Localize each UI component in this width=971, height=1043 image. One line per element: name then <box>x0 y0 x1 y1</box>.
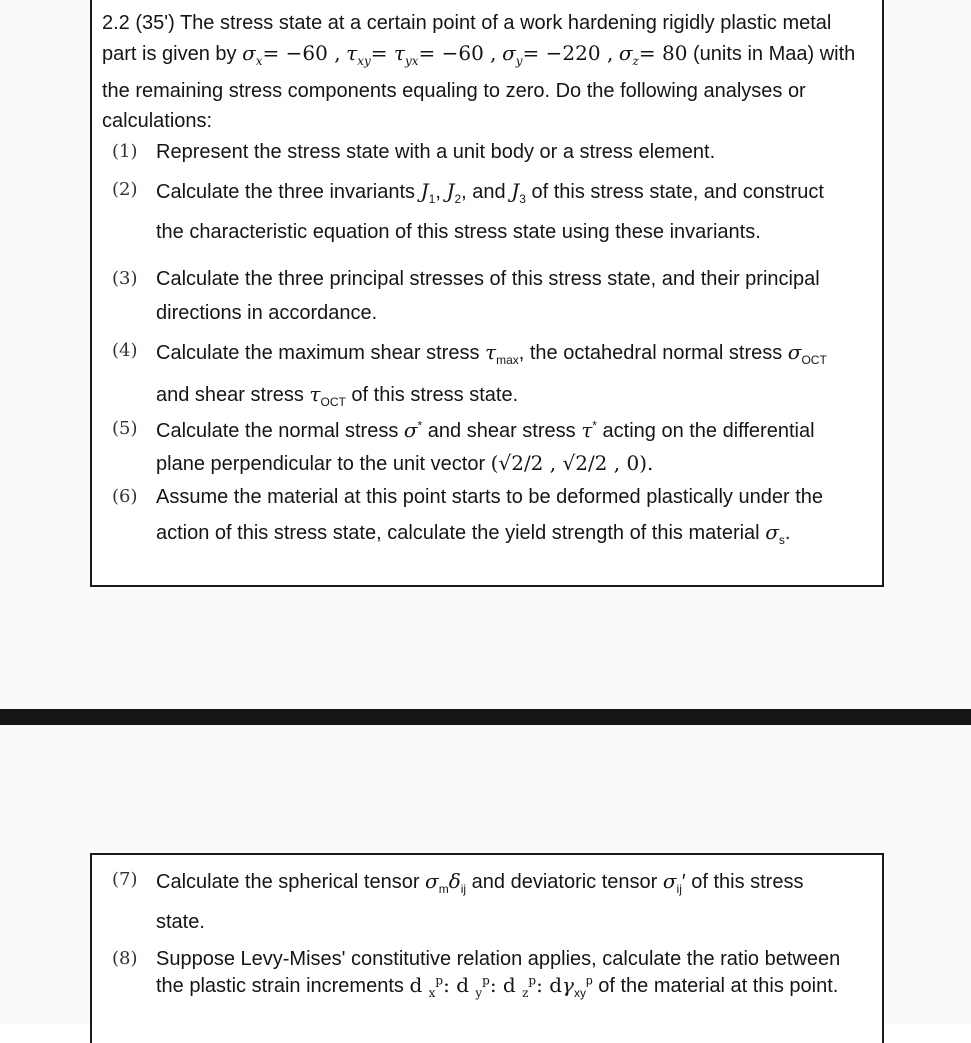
question-number: (8) <box>112 948 138 969</box>
question-number: (1) <box>112 141 138 162</box>
question-number: (3) <box>112 268 138 289</box>
problem-header: 2.2 (35') The stress state at a certain point of a work hardening rigidly plastic metal <box>102 12 832 34</box>
question-number: (4) <box>112 340 138 361</box>
problem-line-3: the remaining stress components equaling to zero. Do the following analyses or <box>102 80 806 102</box>
page-divider <box>0 709 971 725</box>
problem-box-bottom: (7) Calculate the spherical tensor $\sigma_m\delta_{ij}$ and deviatoric tensor $\sigma_{ij}'$ of this stress state. (8) Suppose Levy-Mises' constitutive relation applies, calculate the ratio between the plastic strain increments d $_x^p$: d $_y^p$: d $_z^p$: $d\gamma_{xy}^p$ of the material at this point. <box>90 853 884 1043</box>
question-number: (5) <box>112 418 138 439</box>
unit-vector: (√2/2 , √2/2 , 0). <box>490 451 654 475</box>
question-number: (7) <box>112 869 138 890</box>
problem-line-2: part is given by $\sigma_x= -60$ , $\tau_{xy}= \tau_{yx}= -60$ , $\sigma_y= -220$ , $\sigma_z= 80$ (units in Maa) with <box>102 41 856 68</box>
problem-line-4: calculations: <box>102 110 213 132</box>
question-number: (2) <box>112 179 138 200</box>
question-number: (6) <box>112 486 138 507</box>
problem-statement <box>102 8 874 136</box>
problem-box-top: 2.2 (35') The stress state at a certain point of a work hardening rigidly plastic metal part is given by $\sigma_x= -60$ , $\tau_{xy}= \tau_{yx}= -60$ , $\sigma_y= -220$ , $\sigma_z= 80$ (units in Maa) with the remaining stress components equaling to zero. Do the following analyses or calculations: (1) Represent the stress state with a unit body or a stress element. (2) Calculate the three invariants $J_1$, $J_2$, and $J_3$ of this stress state, and construct the characteristic equation of this stress state using these invariants. (3) Calculate the three principal stresses of this stress state, and their principal directions in accordance. (4) Calculate the maximum shear stress $\tau_{max}$, the octahedral normal stress $\sigma_{OCT}$ and shear stress $\tau_{OCT}$ of this stress state. (5) Calculate the normal stress σ* and shear stress τ* acting on the differential plane perpendicular to the unit vector (√2/2 , √2/2 , 0). (6) Assume the material at this point starts to be deformed plastically under the action of this stress state, calculate the yield strength of this material $\sigma_s$. <box>90 0 884 587</box>
